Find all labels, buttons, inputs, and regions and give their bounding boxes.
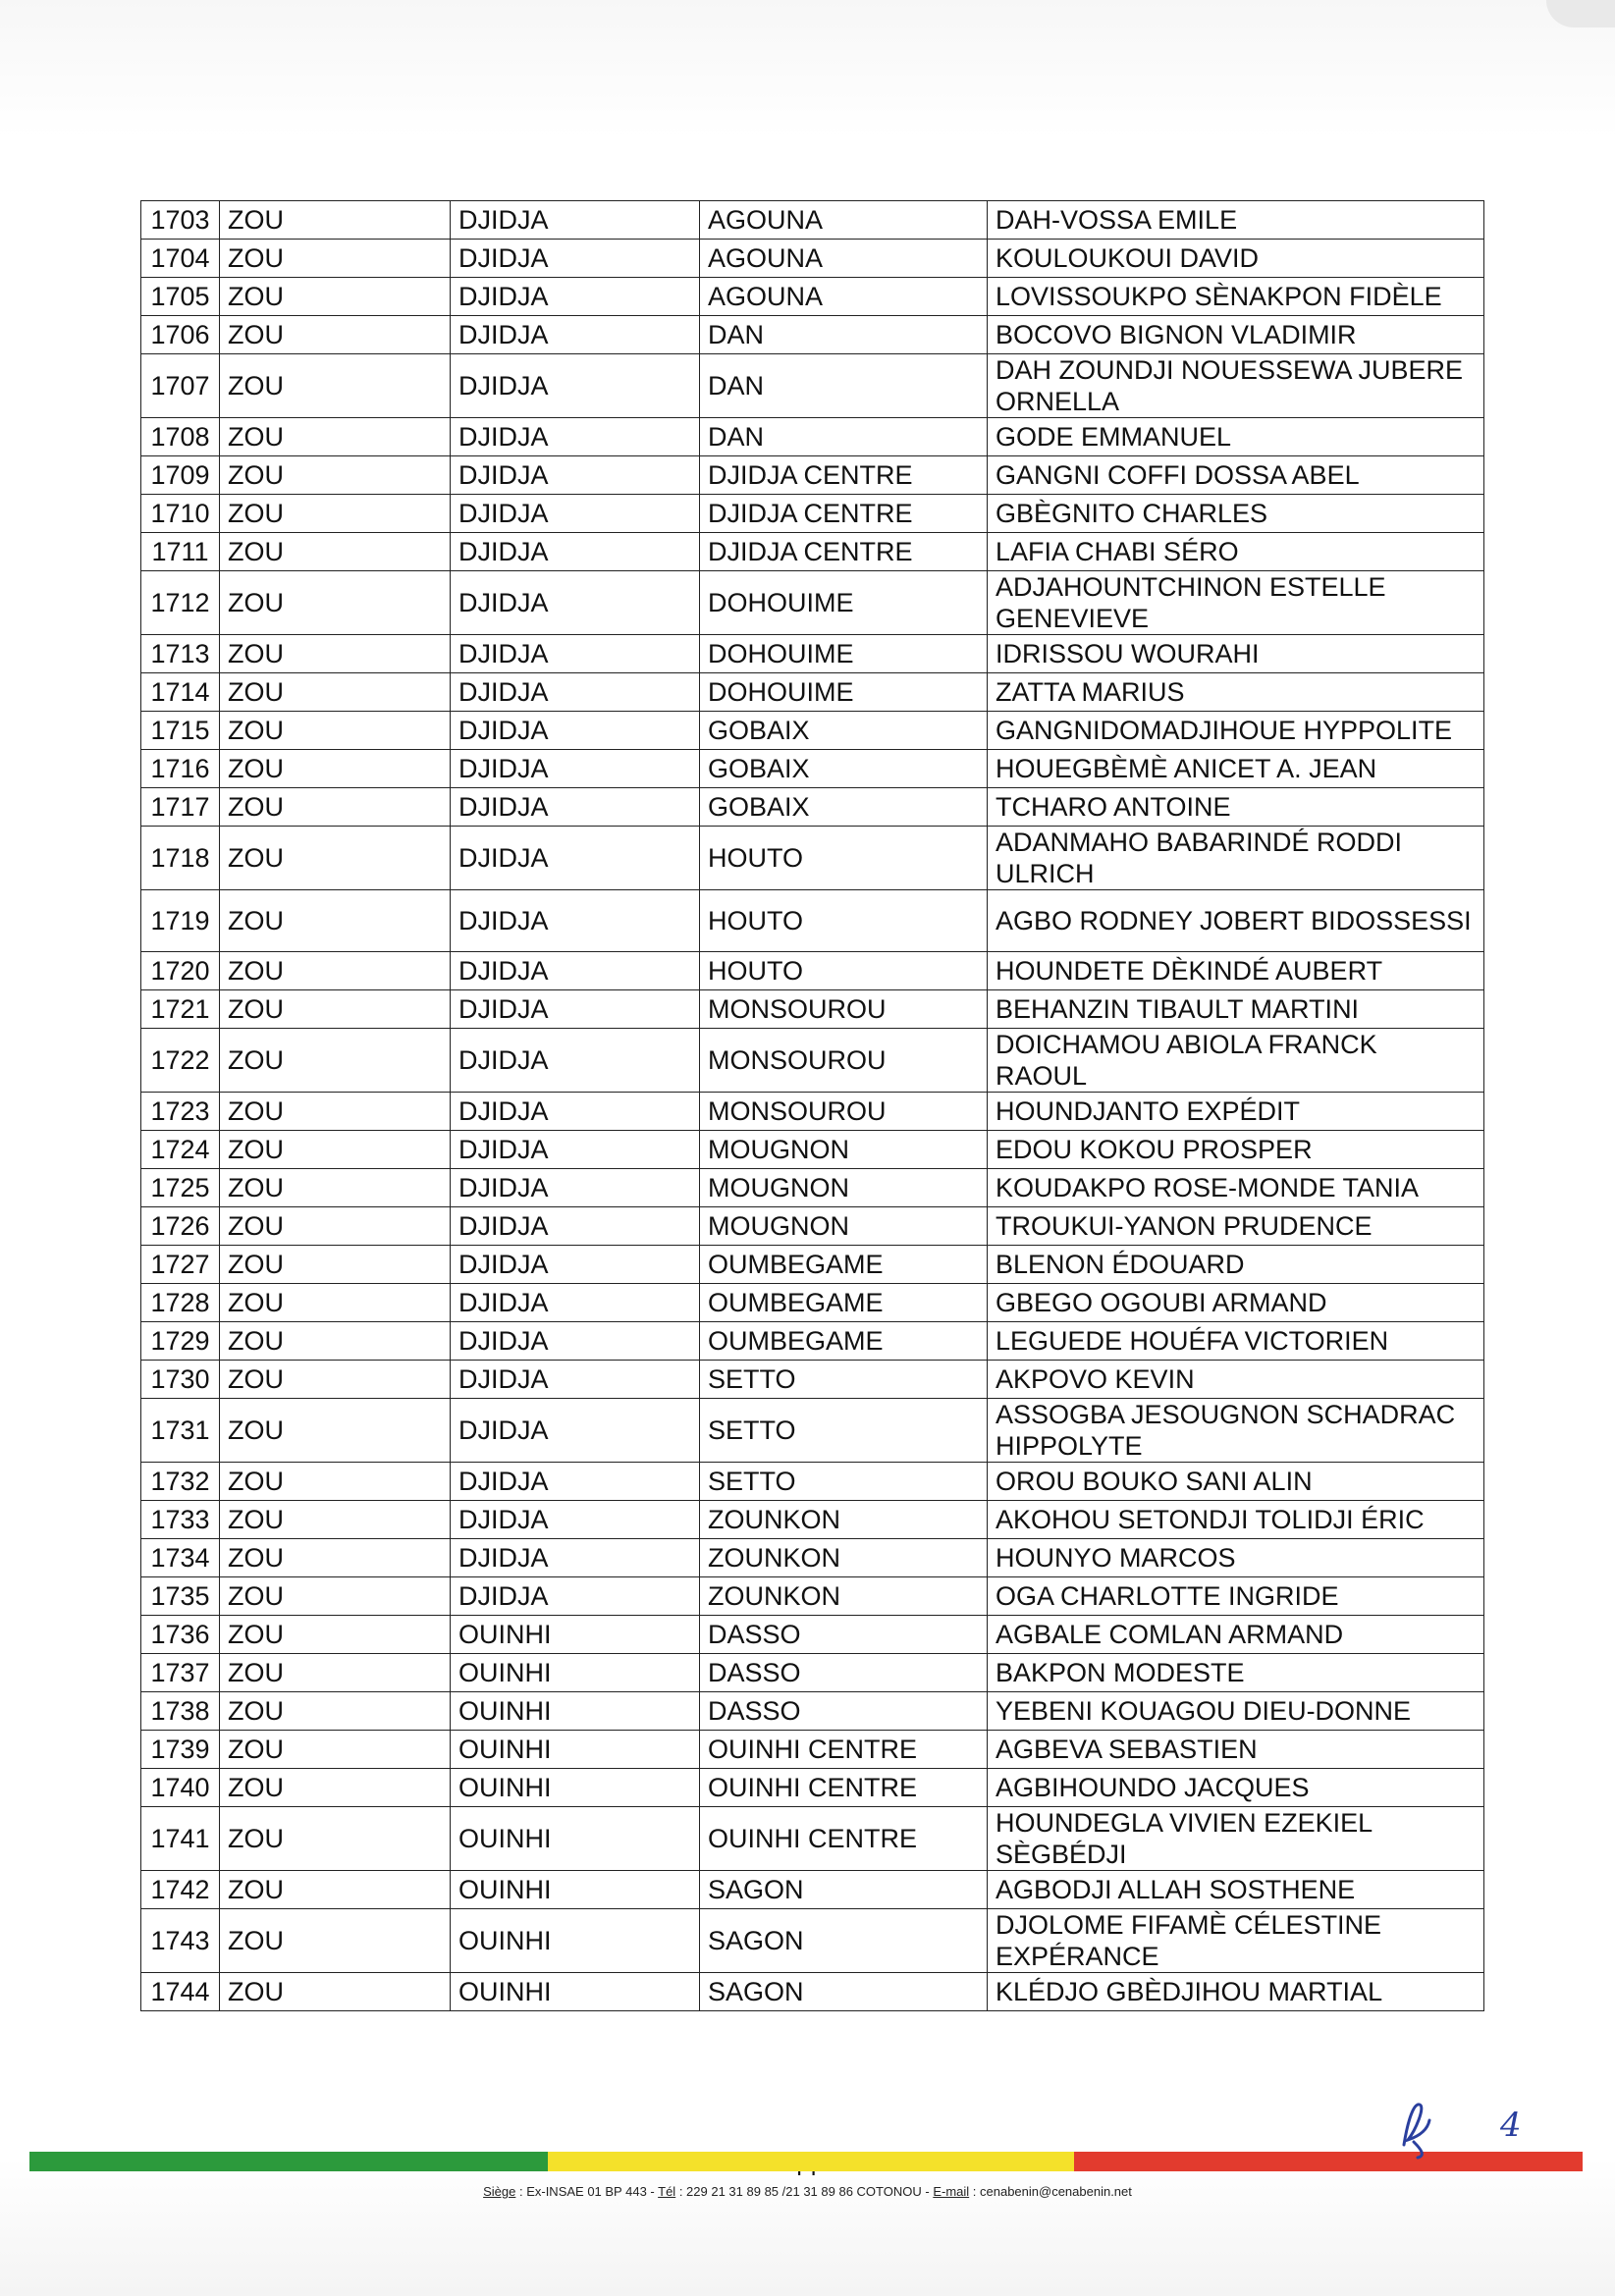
table-row [141, 1093, 1484, 1131]
cell-arrondissement: DASSO [700, 1692, 988, 1731]
table-row [141, 1246, 1484, 1284]
cell-full-name: HOUNDEGLA VIVIEN EZEKIEL SÈGBÉDJI [988, 1807, 1484, 1871]
cell-commune: DJIDJA [451, 1131, 700, 1169]
cell-commune: OUINHI [451, 1807, 700, 1871]
cell-number: 1737 [141, 1654, 220, 1692]
table-row [141, 1322, 1484, 1361]
cell-arrondissement: GOBAIX [700, 712, 988, 750]
cell-full-name: AGBALE COMLAN ARMAND [988, 1616, 1484, 1654]
cell-commune: DJIDJA [451, 1539, 700, 1577]
cell-number: 1732 [141, 1463, 220, 1501]
initials-stroke [1404, 2105, 1429, 2158]
cell-arrondissement: ZOUNKON [700, 1539, 988, 1577]
cell-department: ZOU [220, 316, 451, 354]
table-row [141, 1973, 1484, 2011]
table-row [141, 571, 1484, 635]
cell-arrondissement: DOHOUIME [700, 673, 988, 712]
cell-department: ZOU [220, 827, 451, 890]
cell-number: 1725 [141, 1169, 220, 1207]
table-row [141, 1692, 1484, 1731]
cell-department: ZOU [220, 1284, 451, 1322]
cell-number: 1719 [141, 890, 220, 952]
cell-arrondissement: AGOUNA [700, 240, 988, 278]
cell-full-name: AGBODJI ALLAH SOSTHENE [988, 1871, 1484, 1909]
cell-commune: DJIDJA [451, 1169, 700, 1207]
cell-number: 1733 [141, 1501, 220, 1539]
cell-arrondissement: SETTO [700, 1463, 988, 1501]
cell-commune: OUINHI [451, 1731, 700, 1769]
table-row [141, 673, 1484, 712]
table-row [141, 1909, 1484, 1973]
cell-number: 1720 [141, 952, 220, 990]
cell-number: 1726 [141, 1207, 220, 1246]
table-row [141, 1807, 1484, 1871]
cell-full-name: KOULOUKOUI DAVID [988, 240, 1484, 278]
cell-department: ZOU [220, 278, 451, 316]
cell-number: 1703 [141, 201, 220, 240]
cell-arrondissement: AGOUNA [700, 278, 988, 316]
cell-commune: DJIDJA [451, 456, 700, 495]
cell-arrondissement: AGOUNA [700, 201, 988, 240]
table-row [141, 1463, 1484, 1501]
cell-department: ZOU [220, 354, 451, 418]
table-row [141, 1731, 1484, 1769]
cell-full-name: GBÈGNITO CHARLES [988, 495, 1484, 533]
table-row [141, 750, 1484, 788]
cell-department: ZOU [220, 240, 451, 278]
cell-full-name: AKPOVO KEVIN [988, 1361, 1484, 1399]
table-row [141, 990, 1484, 1029]
cell-full-name: ADANMAHO BABARINDÉ RODDI ULRICH [988, 827, 1484, 890]
cell-department: ZOU [220, 1909, 451, 1973]
cell-full-name: KOUDAKPO ROSE-MONDE TANIA [988, 1169, 1484, 1207]
cell-arrondissement: OUINHI CENTRE [700, 1731, 988, 1769]
cell-number: 1715 [141, 712, 220, 750]
table-row [141, 635, 1484, 673]
cell-department: ZOU [220, 1973, 451, 2011]
cell-arrondissement: SAGON [700, 1909, 988, 1973]
cell-commune: DJIDJA [451, 750, 700, 788]
cell-department: ZOU [220, 1731, 451, 1769]
cell-commune: DJIDJA [451, 240, 700, 278]
cell-full-name: GODE EMMANUEL [988, 418, 1484, 456]
cell-number: 1744 [141, 1973, 220, 2011]
cell-number: 1743 [141, 1909, 220, 1973]
cell-department: ZOU [220, 990, 451, 1029]
cell-commune: DJIDJA [451, 354, 700, 418]
cell-department: ZOU [220, 1361, 451, 1399]
cell-number: 1705 [141, 278, 220, 316]
table-row [141, 890, 1484, 952]
cell-commune: OUINHI [451, 1871, 700, 1909]
cell-full-name: HOUNDETE DÈKINDÉ AUBERT [988, 952, 1484, 990]
cell-arrondissement: MONSOUROU [700, 990, 988, 1029]
cell-commune: DJIDJA [451, 1207, 700, 1246]
cell-commune: DJIDJA [451, 673, 700, 712]
cell-number: 1707 [141, 354, 220, 418]
cell-commune: DJIDJA [451, 1501, 700, 1539]
cell-commune: DJIDJA [451, 712, 700, 750]
cell-arrondissement: HOUTO [700, 890, 988, 952]
cell-commune: DJIDJA [451, 1399, 700, 1463]
handwritten-initials [1384, 2091, 1541, 2160]
cell-department: ZOU [220, 456, 451, 495]
cell-commune: DJIDJA [451, 201, 700, 240]
cell-full-name: YEBENI KOUAGOU DIEU-DONNE [988, 1692, 1484, 1731]
cell-commune: OUINHI [451, 1654, 700, 1692]
cell-commune: DJIDJA [451, 1322, 700, 1361]
roster-table-body [141, 201, 1484, 2011]
cell-number: 1742 [141, 1871, 220, 1909]
cell-arrondissement: OUMBEGAME [700, 1284, 988, 1322]
cell-arrondissement: DJIDJA CENTRE [700, 495, 988, 533]
cell-number: 1710 [141, 495, 220, 533]
table-row [141, 1284, 1484, 1322]
cell-arrondissement: DOHOUIME [700, 635, 988, 673]
cell-arrondissement: MONSOUROU [700, 1093, 988, 1131]
cell-department: ZOU [220, 1029, 451, 1093]
cell-commune: DJIDJA [451, 533, 700, 571]
cell-full-name: HOUNDJANTO EXPÉDIT [988, 1093, 1484, 1131]
cell-full-name: EDOU KOKOU PROSPER [988, 1131, 1484, 1169]
cell-department: ZOU [220, 635, 451, 673]
cell-number: 1740 [141, 1769, 220, 1807]
cell-number: 1734 [141, 1539, 220, 1577]
cell-department: ZOU [220, 418, 451, 456]
cell-department: ZOU [220, 1769, 451, 1807]
cell-arrondissement: GOBAIX [700, 788, 988, 827]
cell-department: ZOU [220, 1322, 451, 1361]
cell-number: 1735 [141, 1577, 220, 1616]
cell-full-name: OROU BOUKO SANI ALIN [988, 1463, 1484, 1501]
cell-number: 1728 [141, 1284, 220, 1322]
cell-number: 1718 [141, 827, 220, 890]
cell-full-name: IDRISSOU WOURAHI [988, 635, 1484, 673]
table-row [141, 201, 1484, 240]
cell-full-name: BOCOVO BIGNON VLADIMIR [988, 316, 1484, 354]
cell-commune: DJIDJA [451, 788, 700, 827]
table-row [141, 240, 1484, 278]
cell-number: 1730 [141, 1361, 220, 1399]
cell-arrondissement: DAN [700, 354, 988, 418]
table-row [141, 712, 1484, 750]
cell-full-name: AKOHOU SETONDJI TOLIDJI ÉRIC [988, 1501, 1484, 1539]
cell-number: 1712 [141, 571, 220, 635]
cell-arrondissement: DAN [700, 418, 988, 456]
cell-arrondissement: SETTO [700, 1361, 988, 1399]
cell-commune: DJIDJA [451, 635, 700, 673]
annotation-number: 4 [1500, 2106, 1522, 2145]
cell-department: ZOU [220, 495, 451, 533]
cell-department: ZOU [220, 1692, 451, 1731]
cell-department: ZOU [220, 1616, 451, 1654]
table-row [141, 1361, 1484, 1399]
cell-arrondissement: MOUGNON [700, 1207, 988, 1246]
cell-commune: OUINHI [451, 1616, 700, 1654]
cell-department: ZOU [220, 571, 451, 635]
cell-number: 1708 [141, 418, 220, 456]
table-row [141, 495, 1484, 533]
cell-commune: DJIDJA [451, 1361, 700, 1399]
cell-arrondissement: DJIDJA CENTRE [700, 533, 988, 571]
cell-arrondissement: HOUTO [700, 952, 988, 990]
cell-department: ZOU [220, 201, 451, 240]
table-row [141, 1399, 1484, 1463]
cell-department: ZOU [220, 1169, 451, 1207]
cell-number: 1731 [141, 1399, 220, 1463]
footer-email-value: : cenabenin@cenabenin.net [972, 2184, 1132, 2199]
cell-full-name: LAFIA CHABI SÉRO [988, 533, 1484, 571]
cell-department: ZOU [220, 1654, 451, 1692]
cell-number: 1717 [141, 788, 220, 827]
cell-commune: DJIDJA [451, 1284, 700, 1322]
table-row [141, 788, 1484, 827]
cell-department: ZOU [220, 1131, 451, 1169]
table-row [141, 1501, 1484, 1539]
cell-arrondissement: SAGON [700, 1871, 988, 1909]
table-row [141, 354, 1484, 418]
cell-department: ZOU [220, 1501, 451, 1539]
cell-full-name: GANGNIDOMADJIHOUE HYPPOLITE [988, 712, 1484, 750]
cell-arrondissement: OUINHI CENTRE [700, 1769, 988, 1807]
cell-department: ZOU [220, 1807, 451, 1871]
cell-number: 1721 [141, 990, 220, 1029]
cell-department: ZOU [220, 890, 451, 952]
table-row [141, 1169, 1484, 1207]
cell-commune: DJIDJA [451, 418, 700, 456]
footer-strip-green [29, 2152, 548, 2171]
cell-number: 1716 [141, 750, 220, 788]
cell-arrondissement: OUMBEGAME [700, 1246, 988, 1284]
cell-commune: DJIDJA [451, 890, 700, 952]
cell-arrondissement: SAGON [700, 1973, 988, 2011]
table-row [141, 1616, 1484, 1654]
cell-department: ZOU [220, 1207, 451, 1246]
cell-number: 1704 [141, 240, 220, 278]
table-row [141, 533, 1484, 571]
cell-number: 1723 [141, 1093, 220, 1131]
cell-department: ZOU [220, 673, 451, 712]
cell-commune: DJIDJA [451, 1093, 700, 1131]
cell-department: ZOU [220, 1539, 451, 1577]
cell-full-name: ASSOGBA JESOUGNON SCHADRAC HIPPOLYTE [988, 1399, 1484, 1463]
cell-arrondissement: ZOUNKON [700, 1577, 988, 1616]
cell-full-name: GBEGO OGOUBI ARMAND [988, 1284, 1484, 1322]
footer-siege-value: : Ex-INSAE 01 BP 443 - [518, 2184, 655, 2199]
footer-tel-value: : 229 21 31 89 85 /21 31 89 86 COTONOU - [678, 2184, 930, 2199]
cell-arrondissement: MOUGNON [700, 1131, 988, 1169]
cell-full-name: AGBO RODNEY JOBERT BIDOSSESSI [988, 890, 1484, 952]
cell-full-name: LEGUEDE HOUÉFA VICTORIEN [988, 1322, 1484, 1361]
cell-full-name: OGA CHARLOTTE INGRIDE [988, 1577, 1484, 1616]
cell-commune: DJIDJA [451, 316, 700, 354]
cell-arrondissement: MONSOUROU [700, 1029, 988, 1093]
table-row [141, 418, 1484, 456]
cell-department: ZOU [220, 1093, 451, 1131]
cell-commune: DJIDJA [451, 278, 700, 316]
cell-number: 1729 [141, 1322, 220, 1361]
table-row [141, 1654, 1484, 1692]
table-row [141, 456, 1484, 495]
cell-commune: DJIDJA [451, 1577, 700, 1616]
cell-arrondissement: OUINHI CENTRE [700, 1807, 988, 1871]
cell-full-name: ADJAHOUNTCHINON ESTELLE GENEVIEVE [988, 571, 1484, 635]
scan-corner-shadow [1546, 0, 1615, 27]
table-row [141, 1131, 1484, 1169]
cell-full-name: HOUNYO MARCOS [988, 1539, 1484, 1577]
cell-full-name: ZATTA MARIUS [988, 673, 1484, 712]
cell-arrondissement: DAN [700, 316, 988, 354]
cell-commune: DJIDJA [451, 1029, 700, 1093]
cell-full-name: BAKPON MODESTE [988, 1654, 1484, 1692]
table-row [141, 1029, 1484, 1093]
cell-full-name: TCHARO ANTOINE [988, 788, 1484, 827]
cell-department: ZOU [220, 1577, 451, 1616]
cell-department: ZOU [220, 1246, 451, 1284]
cell-department: ZOU [220, 750, 451, 788]
footer-email-label: E-mail [933, 2184, 970, 2199]
footer-strip-yellow [548, 2152, 1074, 2171]
cell-arrondissement: DJIDJA CENTRE [700, 456, 988, 495]
cell-number: 1711 [141, 533, 220, 571]
cell-full-name: BEHANZIN TIBAULT MARTINI [988, 990, 1484, 1029]
cell-commune: DJIDJA [451, 827, 700, 890]
table-row [141, 1207, 1484, 1246]
cell-arrondissement: DASSO [700, 1654, 988, 1692]
cell-arrondissement: GOBAIX [700, 750, 988, 788]
cell-commune: DJIDJA [451, 495, 700, 533]
footer-address [0, 2184, 1615, 2199]
cell-full-name: AGBEVA SEBASTIEN [988, 1731, 1484, 1769]
cell-full-name: LOVISSOUKPO SÈNAKPON FIDÈLE [988, 278, 1484, 316]
cell-number: 1736 [141, 1616, 220, 1654]
table-row [141, 1539, 1484, 1577]
cell-department: ZOU [220, 1463, 451, 1501]
cell-full-name: AGBIHOUNDO JACQUES [988, 1769, 1484, 1807]
table-row [141, 827, 1484, 890]
table-row [141, 1871, 1484, 1909]
cell-full-name: GANGNI COFFI DOSSA ABEL [988, 456, 1484, 495]
cell-full-name: BLENON ÉDOUARD [988, 1246, 1484, 1284]
roster-table [140, 200, 1484, 2011]
cell-arrondissement: OUMBEGAME [700, 1322, 988, 1361]
cell-number: 1724 [141, 1131, 220, 1169]
cell-department: ZOU [220, 1871, 451, 1909]
cell-commune: DJIDJA [451, 1463, 700, 1501]
footer-siege-label: Siège [483, 2184, 516, 2199]
table-row [141, 1577, 1484, 1616]
cell-commune: DJIDJA [451, 571, 700, 635]
cell-number: 1727 [141, 1246, 220, 1284]
table-row [141, 278, 1484, 316]
cell-full-name: DAH ZOUNDJI NOUESSEWA JUBERE ORNELLA [988, 354, 1484, 418]
cell-department: ZOU [220, 712, 451, 750]
cell-department: ZOU [220, 533, 451, 571]
cell-number: 1714 [141, 673, 220, 712]
table-row [141, 1769, 1484, 1807]
cell-full-name: DJOLOME FIFAMÈ CÉLESTINE EXPÉRANCE [988, 1909, 1484, 1973]
cell-full-name: DAH-VOSSA EMILE [988, 201, 1484, 240]
cell-department: ZOU [220, 788, 451, 827]
cell-arrondissement: DASSO [700, 1616, 988, 1654]
cell-number: 1739 [141, 1731, 220, 1769]
cell-commune: OUINHI [451, 1769, 700, 1807]
cell-full-name: HOUEGBÈMÈ ANICET A. JEAN [988, 750, 1484, 788]
cell-number: 1738 [141, 1692, 220, 1731]
cell-arrondissement: SETTO [700, 1399, 988, 1463]
table-row [141, 316, 1484, 354]
cell-department: ZOU [220, 1399, 451, 1463]
cell-full-name: DOICHAMOU ABIOLA FRANCK RAOUL [988, 1029, 1484, 1093]
footer-tel-label: Tél [658, 2184, 676, 2199]
cell-commune: OUINHI [451, 1973, 700, 2011]
cell-commune: OUINHI [451, 1692, 700, 1731]
cell-number: 1713 [141, 635, 220, 673]
cell-arrondissement: DOHOUIME [700, 571, 988, 635]
table-row [141, 952, 1484, 990]
cell-full-name: TROUKUI-YANON PRUDENCE [988, 1207, 1484, 1246]
cell-arrondissement: MOUGNON [700, 1169, 988, 1207]
cell-department: ZOU [220, 952, 451, 990]
cell-number: 1709 [141, 456, 220, 495]
cell-commune: DJIDJA [451, 990, 700, 1029]
cell-commune: DJIDJA [451, 952, 700, 990]
cell-arrondissement: HOUTO [700, 827, 988, 890]
cell-arrondissement: ZOUNKON [700, 1501, 988, 1539]
cell-commune: DJIDJA [451, 1246, 700, 1284]
cell-number: 1706 [141, 316, 220, 354]
cell-full-name: KLÉDJO GBÈDJIHOU MARTIAL [988, 1973, 1484, 2011]
cell-commune: OUINHI [451, 1909, 700, 1973]
cell-number: 1741 [141, 1807, 220, 1871]
cell-number: 1722 [141, 1029, 220, 1093]
